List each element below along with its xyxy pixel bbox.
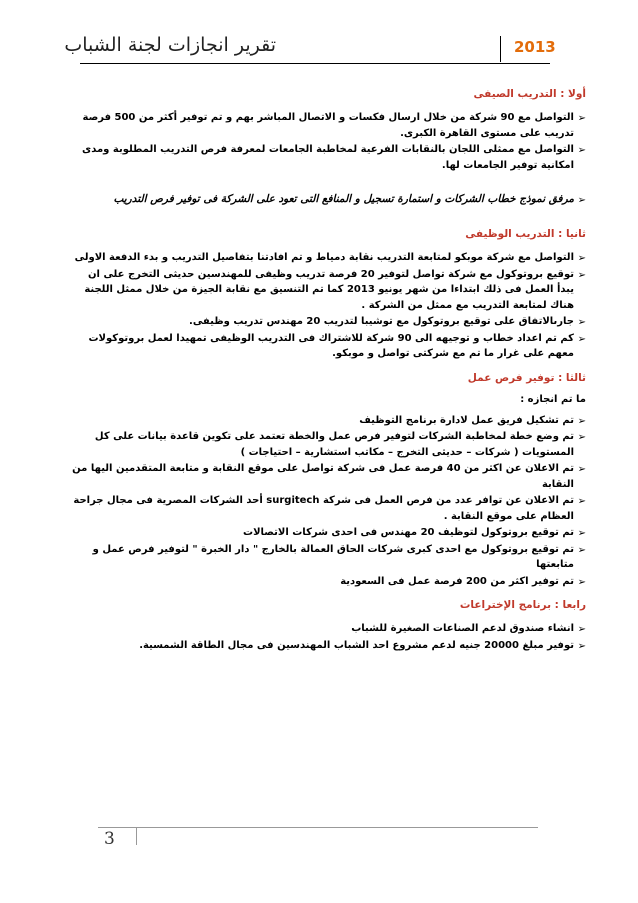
list-item xyxy=(68,621,586,637)
list-item-text: التواصل مع 90 شركة من خلال ارسال فكسات و الاتصال المباشر بهم و تم توفير أكثر من 500 فرصة تدريب على مستوى القاهرة الكبرى. xyxy=(82,112,574,139)
header-separator xyxy=(500,36,501,62)
arrow-check-icon: ➢ xyxy=(577,145,586,156)
list-item xyxy=(68,574,586,590)
list-item-text: جارىالاتفاق على توقيع بروتوكول مع توشيبا لتدريب 20 مهندس تدريب وظيفى. xyxy=(189,316,574,327)
list-item-text: توقيع بروتوكول مع شركة تواصل لتوفير 20 فرصة تدريب وظيفى للمهندسين حديثى التخرج على ان يبدأ العمل فى ذلك ابتداءا من شهر يونيو 2013 كما تم التنسيق مع نقابة الجيزة من خلال ممثل اللجنة هناك لمتابعة التدريب مع ممثل من الشركة . xyxy=(84,268,574,311)
list-item xyxy=(68,110,586,141)
arrow-check-icon: ➢ xyxy=(577,195,586,206)
header-rule xyxy=(80,63,550,64)
section-title-summer-training: أولا : التدريب الصيفى xyxy=(473,88,586,100)
list-item xyxy=(68,331,586,362)
attachment-note xyxy=(68,191,586,208)
footer-rule xyxy=(98,827,538,828)
footer-separator xyxy=(136,827,137,845)
attachment-text: مرفق نموذج خطاب الشركات و استمارة تسجيل و المنافع التى تعود على الشركة فى توفير فرص التدريب xyxy=(113,193,574,205)
list-item-text: تم الاعلان عن توافر عدد من فرص العمل فى شركة surgitech أحد الشركات المصرية فى مجال جراحة العظام على موقع النقابة . xyxy=(73,495,574,522)
list-item-text: تم وضع خطة لمخاطبة الشركات لتوفير فرص عمل والخطة تعتمد على تكوين قاعدة بيانات على كل المستويات ( شركات – حديثى التخرج – مكاتب استشارية – احتياجات ) xyxy=(94,431,574,458)
list-item xyxy=(68,314,586,330)
arrow-check-icon: ➢ xyxy=(577,496,586,507)
page-number: 3 xyxy=(104,829,115,849)
section-list-job-opportunities xyxy=(68,413,586,590)
list-item xyxy=(68,461,586,492)
section-title-job-opportunities: ثالثا : توفير فرص عمل xyxy=(467,371,586,384)
list-item-text: تم الاعلان عن اكثر من 40 فرصة عمل فى شركة تواصل على موقع النقابة و متابعة المتقدمين اليها من النقابة xyxy=(72,463,574,490)
list-item xyxy=(68,413,586,429)
section-list-summer-training xyxy=(68,110,586,173)
header-title: تقرير انجازات لجنة الشباب xyxy=(64,34,276,56)
list-item-text: كم تم اعداد خطاب و توجيهه الى 90 شركة للاشتراك فى التدريب الوظيفى تمهيدا لعمل بروتوكولات معهم على غرار ما تم مع شركتى تواصل و موبكو. xyxy=(88,332,574,359)
list-item xyxy=(68,429,586,460)
arrow-check-icon: ➢ xyxy=(577,432,586,443)
section-list-job-training xyxy=(68,250,586,362)
arrow-check-icon: ➢ xyxy=(577,333,586,345)
list-item xyxy=(68,142,586,173)
arrow-check-icon: ➢ xyxy=(577,113,586,124)
arrow-check-icon: ➢ xyxy=(577,317,586,328)
document-body xyxy=(68,82,586,663)
section-list-inventions xyxy=(68,621,586,653)
arrow-check-icon: ➢ xyxy=(577,544,586,556)
list-item-text: توفير مبلغ 20000 جنيه لدعم مشروع احد الشباب المهندسين فى مجال الطاقة الشمسية. xyxy=(139,639,574,651)
section-title-job-training: ثانيا : التدريب الوظيفى xyxy=(465,228,586,240)
arrow-check-icon: ➢ xyxy=(577,269,586,281)
list-item xyxy=(68,250,586,266)
arrow-check-icon: ➢ xyxy=(577,624,586,635)
arrow-check-icon: ➢ xyxy=(577,464,586,475)
section-subtitle-achievements: ما تم انجازه : xyxy=(520,393,586,405)
arrow-check-icon: ➢ xyxy=(577,528,586,539)
arrow-check-icon: ➢ xyxy=(577,415,586,427)
list-item-text: التواصل مع شركة موبكو لمتابعة التدريب نقابة دمياط و تم افادتنا بتفاصيل التدريب و بدء الدفعة الاولى xyxy=(74,252,574,263)
list-item-text: تم توقيع بروتوكول مع احدى كبرى شركات الحاق العمالة بالخارج " دار الخبرة " لتوفير فرص عمل و متابعتها xyxy=(92,543,574,570)
arrow-check-icon: ➢ xyxy=(577,253,586,264)
list-item-text: تم توقيع بروتوكول لتوظيف 20 مهندس فى احدى شركات الاتصالات xyxy=(243,527,574,538)
list-item-text: تم تشكيل فريق عمل لادارة برنامج التوظيف xyxy=(359,414,574,426)
list-item xyxy=(68,542,586,573)
list-item xyxy=(68,267,586,314)
arrow-check-icon: ➢ xyxy=(577,576,586,588)
list-item xyxy=(68,493,586,524)
list-item-text: انشاء صندوق لدعم الصناعات الصغيرة للشباب xyxy=(351,623,574,634)
list-item-text: تم توفير اكثر من 200 فرصة عمل فى السعودية xyxy=(340,575,574,587)
header-year: 2013 xyxy=(514,38,556,56)
section-title-inventions: رابعا : برنامج الإختراعات xyxy=(459,599,586,611)
list-item xyxy=(68,525,586,541)
list-item xyxy=(68,638,586,654)
arrow-check-icon: ➢ xyxy=(577,640,586,652)
list-item-text: التواصل مع ممثلى اللجان بالنقابات الفرعية لمخاطبة الجامعات لمعرفة فرص التدريب المطلوبة ومدى امكانية توفير الجامعات لها. xyxy=(82,144,574,171)
